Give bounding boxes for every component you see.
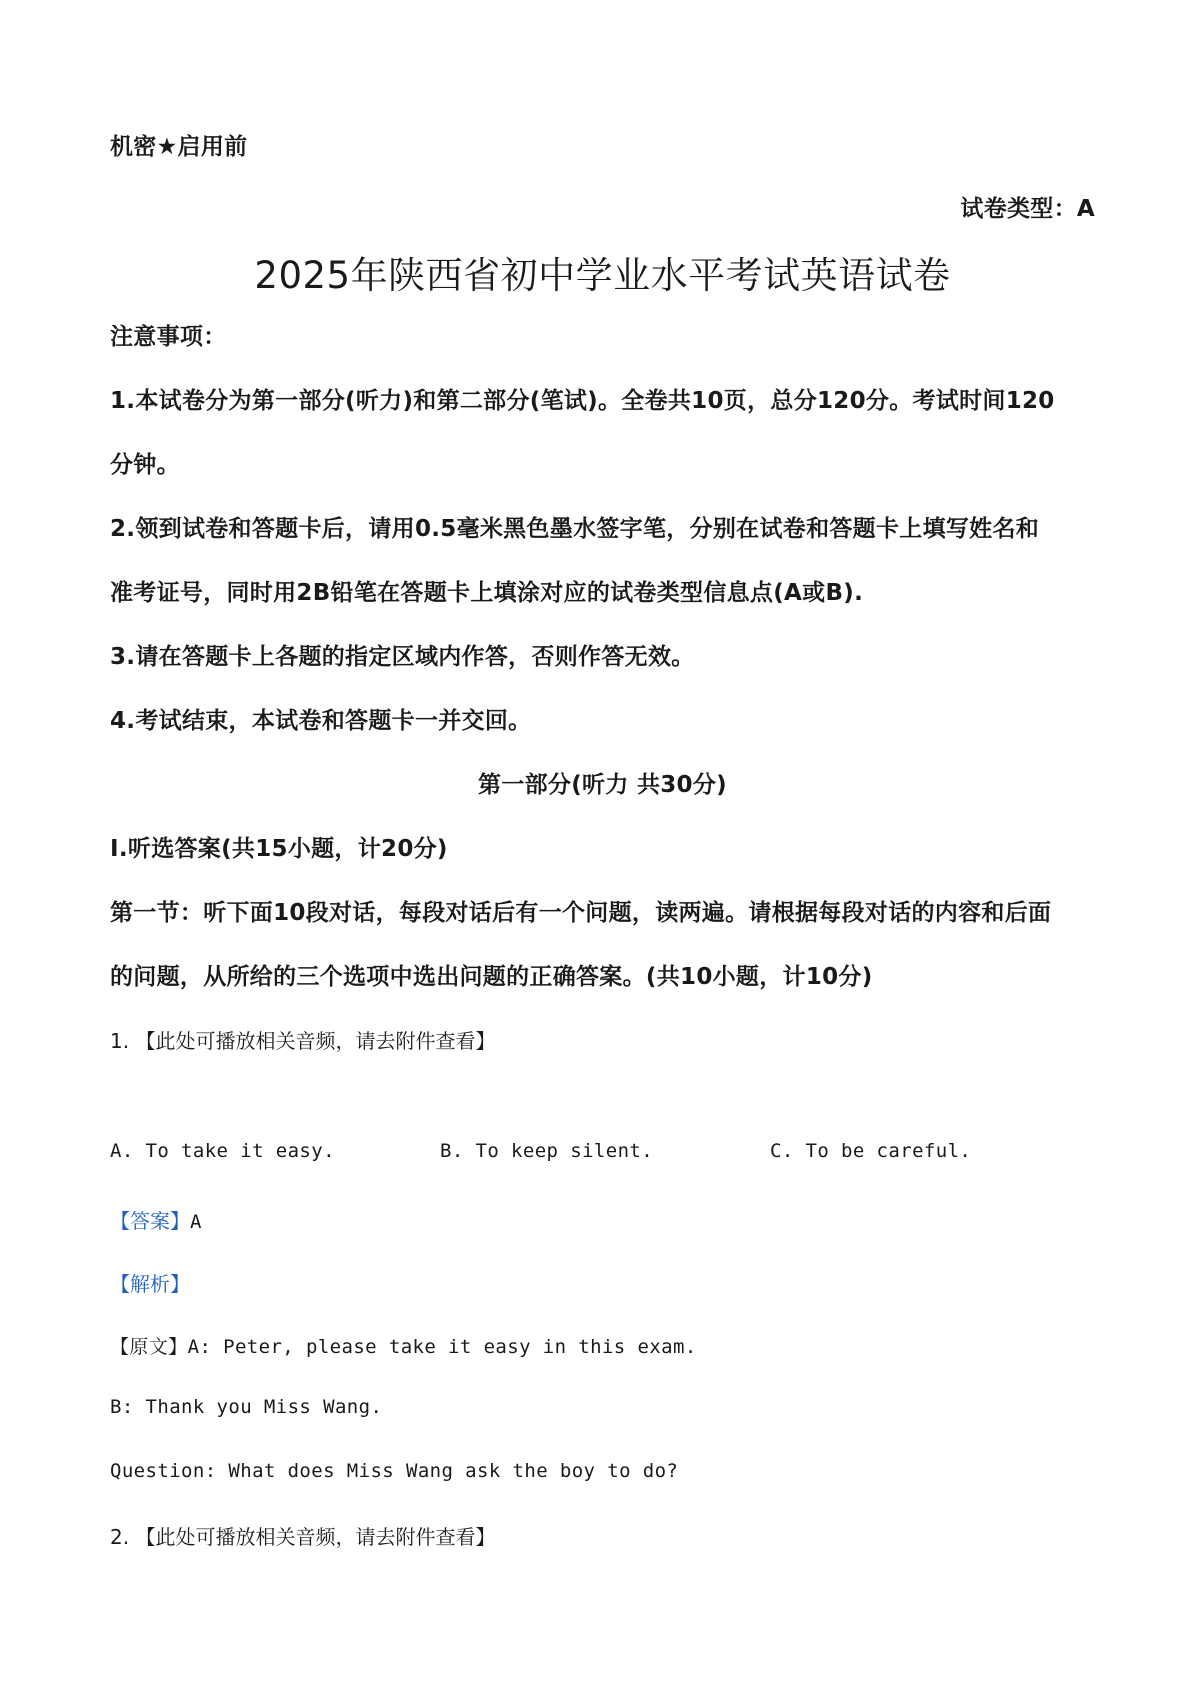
- answer-tag: 【答案】: [110, 1209, 190, 1233]
- question-2-label: 2. 【此处可播放相关音频，请去附件查看】: [110, 1525, 496, 1549]
- notice-item-2-cont: 准考证号，同时用2B铅笔在答题卡上填涂对应的试卷类型信息点(A或B).: [110, 580, 864, 606]
- transcript-line-2: B: Thank you Miss Wang.: [110, 1396, 383, 1418]
- question-1-option-b: B. To keep silent.: [440, 1140, 654, 1162]
- answer-value: A: [190, 1211, 202, 1233]
- question-1-option-a: A. To take it easy.: [110, 1140, 335, 1162]
- section1-heading: I.听选答案(共15小题，计20分): [110, 836, 448, 862]
- analysis-tag: 【解析】: [110, 1272, 190, 1296]
- notice-item-2: 2.领到试卷和答题卡后，请用0.5毫米黑色墨水签字笔，分别在试卷和答题卡上填写姓名和: [110, 516, 1040, 542]
- section1-instructions-line1: 第一节：听下面10段对话，每段对话后有一个问题，读两遍。请根据每段对话的内容和后面: [110, 900, 1052, 926]
- question-1-options: [110, 1140, 1095, 1170]
- transcript-line-1: 【原文】A: Peter, please take it easy in this exam.: [110, 1336, 697, 1358]
- notice-heading: 注意事项：: [110, 324, 227, 350]
- question-1-option-c: C. To be careful.: [770, 1140, 972, 1162]
- part1-heading: 第一部分(听力 共30分): [478, 772, 727, 798]
- notice-item-1: 1.本试卷分为第一部分(听力)和第二部分(笔试)。全卷共10页，总分120分。考试时间120: [110, 388, 1055, 414]
- question-1-label: 1. 【此处可播放相关音频，请去附件查看】: [110, 1029, 496, 1053]
- question-1-answer: [110, 1205, 1095, 1234]
- confidential-mark: 机密★启用前: [110, 134, 248, 160]
- section1-instructions-line2: 的问题，从所给的三个选项中选出问题的正确答案。(共10小题，计10分): [110, 964, 873, 990]
- exam-title: 2025年陕西省初中学业水平考试英语试卷: [254, 254, 951, 297]
- notice-item-1-cont: 分钟。: [110, 452, 180, 478]
- notice-item-4: 4.考试结束，本试卷和答题卡一并交回。: [110, 708, 532, 734]
- transcript-question: Question: What does Miss Wang ask the boy to do?: [110, 1460, 679, 1482]
- paper-type-label: 试卷类型：A: [960, 196, 1095, 222]
- notice-item-3: 3.请在答题卡上各题的指定区域内作答，否则作答无效。: [110, 644, 695, 670]
